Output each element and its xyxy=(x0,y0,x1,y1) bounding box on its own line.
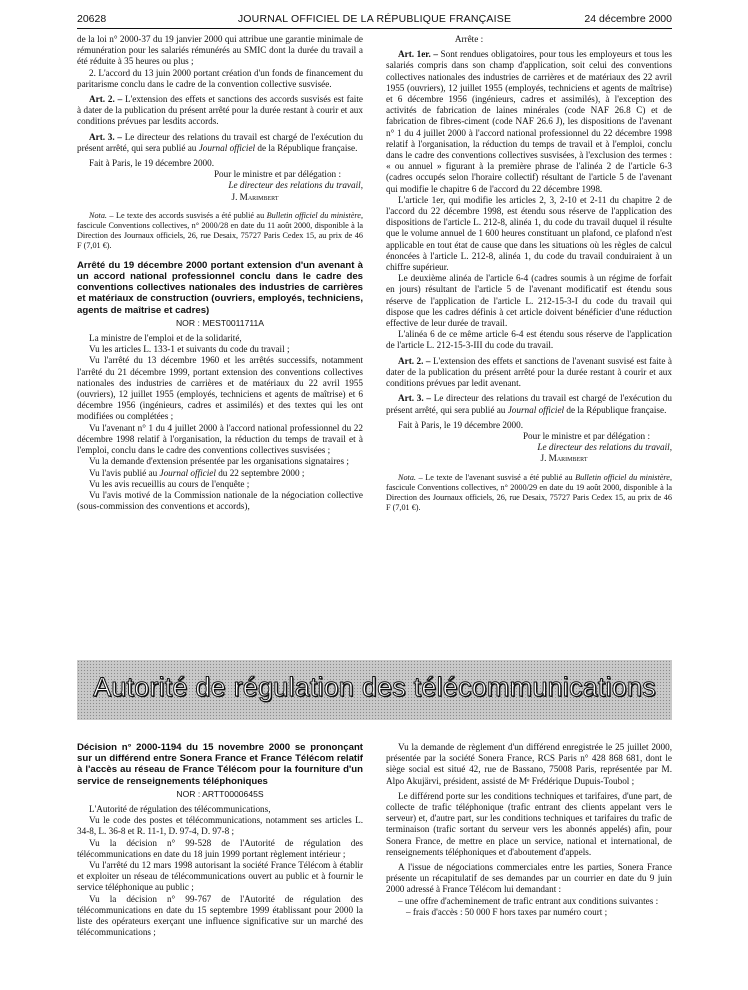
arrete-heading: Arrête : xyxy=(454,34,484,44)
signature-pour: Pour le ministre et par délégation : xyxy=(213,169,341,180)
signature-role: Le directeur des relations du travail, xyxy=(228,180,363,191)
paragraph: Vu les articles L. 133-1 et suivants du code du travail ; xyxy=(89,344,290,355)
paragraph: Vu l'avis publié au Journal officiel du 22 septembre 2000 ; xyxy=(89,467,305,478)
banner-title: Autorité de régulation des télécommunications xyxy=(93,672,656,702)
page-header xyxy=(77,10,672,29)
paragraph: Vu l'arrêté du 13 décembre 1960 et les arrêtés successifs, notamment l'arrêté du 21 décembre 1999, portant extension des conventions collectives nationales des industries de carrières et de matériaux du 22 avril 1955 (ouvriers), 12 juillet 1955 (employés, techniciens et agents de maîtrise) et 6 décembre 1956 (ingénieurs, cadres et assimilés) et des textes qui les ont modifiées ou complétées ; xyxy=(77,355,363,422)
nor-code: NOR : ARTT0000645S xyxy=(176,788,264,799)
article-2: Art. 2. – L'extension des effets et sanctions des accords susvisés est faite à dater de la publication du présent arrêté pour la durée restant à courir et aux conditions prévues par lesdits accords. xyxy=(77,94,363,127)
arrete-title: Arrêté du 19 décembre 2000 portant extension d'un avenant à un accord national professionnel conclu dans le cadre des conventions collectives nationales des industries de carrières et matériaux de construction (ouvriers, employés, techniciens, agents de maîtrise et cadres) xyxy=(77,259,363,316)
paragraph: Le différend porte sur les conditions techniques et tarifaires, d'une part, de collecte de trafic téléphonique (trafic entrant des clients appelant vers le serveur) et, d'autre part, sur les conditions techniques et tarifaires du trafic de terminaison (trafic sortant du serveur vers les abonnés appelés) afin, pour Sonera France, de mettre en place un service, national et international, de renseignements téléphoniques et d'aboutement d'appels. xyxy=(386,790,672,857)
paragraph: Vu la décision n° 99-767 de l'Autorité de régulation des télécommunications en date du 15 septembre 1999 établissant pour 2000 la liste des opérateurs exerçant une influence significative sur un marché des télécommunications ; xyxy=(77,893,363,938)
paragraph: Vu l'arrêté du 12 mars 1998 autorisant la société France Télécom à établir et exploiter un réseau de télécommunications ouvert au public et à fournir le service téléphonique au public ; xyxy=(77,860,363,893)
paragraph: Vu la demande d'extension présentée par les organisations signataires ; xyxy=(89,456,349,467)
article-label: Art. 3. – xyxy=(398,393,431,404)
paragraph: La ministre de l'emploi et de la solidarité, xyxy=(89,333,242,344)
paragraph: Vu l'avis motivé de la Commission nationale de la négociation collective (sous-commission des conventions et accords), xyxy=(77,489,363,512)
paragraph: de la loi n° 2000-37 du 19 janvier 2000 qui attribue une garantie minimale de rémunération pour les salariés rémunérés au SMIC dont la durée du travail a été réduite à 35 heures ou plus ; xyxy=(77,34,363,67)
section-banner xyxy=(77,660,672,720)
fait-a-paris: Fait à Paris, le 19 décembre 2000. xyxy=(398,419,524,430)
page-number: 20628 xyxy=(77,13,107,25)
paragraph: Vu l'avenant n° 1 du 4 juillet 2000 à l'accord national professionnel du 22 décembre 1998 relatif à l'organisation, la réduction du temps de travail et à l'emploi, conclu dans le cadre des conventions collectives susvisées ; xyxy=(77,422,363,456)
left-column-bottom xyxy=(77,742,363,938)
list-item: – une offre d'acheminement de trafic entrant aux conditions suivantes : xyxy=(398,895,659,906)
article-3: Art. 3. – Le directeur des relations du travail est chargé de l'exécution du présent arrêté, qui sera publié au Journal officiel de la République française. xyxy=(386,393,672,415)
decision-title: Décision n° 2000-1194 du 15 novembre 2000 se prononçant sur un différend entre Sonera France et France Télécom relatif à l'accès au réseau de France Télécom pour la fourniture d'un service de renseignements téléphoniques xyxy=(77,742,363,787)
signature-pour: Pour le ministre et par délégation : xyxy=(522,430,650,441)
article-label: Art. 2. – xyxy=(89,94,123,105)
paragraph: Vu le code des postes et télécommunications, notamment ses articles L. 34-8, L. 36-8 et R. 11-1, D. 97-4, D. 97-8 ; xyxy=(77,815,363,837)
nor-code: NOR : MEST0011711A xyxy=(175,317,265,328)
paragraph: 2. L'accord du 13 juin 2000 portant création d'un fonds de financement du paritarisme conclu dans le cadre de la convention collective susvisée. xyxy=(77,67,363,89)
nota: Nota. – Le texte de l'avenant susvisé a été publié au Bulletin officiel du ministère, fascicule Conventions collectives, n° 2000/29 en date du 19 août 2000, disponible à la Direction des Journaux officiels, 26, rue Desaix, 75727 Paris Cedex 15, au prix de 46 F (7,01 €). xyxy=(386,472,672,512)
paragraph: L'article 1er, qui modifie les articles 2, 3, 2-10 et 2-11 du chapitre 2 de l'accord du 22 décembre 1998, est étendu sous réserve de l'application des dispositions de l'article L. 212-8, alinéa 1, du code du travail duquel il résulte que le volume annuel de 1 600 heures constituant un plafond, ce plafond n'est applicable en tout état de cause que dans les situations où les règles de calcul énoncées à l'article L. 212-8, alinéa 1, du code du travail conduiraient à un chiffre supérieur. xyxy=(386,194,672,273)
paragraph: L'Autorité de régulation des télécommunications, xyxy=(89,804,271,815)
article-2: Art. 2. – L'extension des effets et sanctions de l'avenant susvisé est faite à dater de la publication du présent arrêté pour la durée restant à courir et aux conditions prévues par ledit avenant. xyxy=(386,355,672,389)
journal-title: JOURNAL OFFICIEL DE LA RÉPUBLIQUE FRANÇAISE xyxy=(237,13,512,25)
right-column-top xyxy=(386,34,672,513)
signature-role: Le directeur des relations du travail, xyxy=(537,442,672,453)
paragraph: L'alinéa 6 de ce même article 6-4 est étendu sous réserve de l'application de l'article L. 212-15-3-III du code du travail. xyxy=(386,329,672,351)
issue-date: 24 décembre 2000 xyxy=(584,13,672,25)
paragraph: Vu la décision n° 99-528 de l'Autorité de régulation des télécommunications en date du 18 juin 1999 portant règlement intérieur ; xyxy=(77,837,363,859)
right-column-bottom xyxy=(386,742,672,918)
paragraph: Vu la demande de règlement d'un différend enregistrée le 25 juillet 2000, présentée par la société Sonera France, RCS Paris n° 428 868 681, dont le siège social est situé 42, rue de Bassano, 75008 Paris, représentée par M. Alpo Akujärvi, président, assisté de Mᵉ Frédérique Dupuis-Toubol ; xyxy=(386,742,672,786)
paragraph: A l'issue de négociations commerciales entre les parties, Sonera France présente un récapitulatif de ses demandes par un courrier en date du 9 juin 2000 adressé à France Télécom lui demandant : xyxy=(386,862,672,895)
paragraph: Vu les avis recueillis au cours de l'enquête ; xyxy=(89,478,250,489)
article-1: Art. 1er. – Sont rendues obligatoires, pour tous les employeurs et tous les salariés compris dans son champ d'application, soit celui des conventions collectives nationales des industries de carrières et de matériaux des 22 avril 1955 (ouvriers), 12 juillet 1955 (employés, techniciens et agents de maîtrise) et 6 décembre 1956 (ingénieurs, cadres et assimilés), à l'exception des activités de fabrication de laines minérales (code NAF 26.8 C) et de fabrication de fibres-ciment (code NAF 26.6 J), les dispositions de l'avenant n° 1 du 4 juillet 2000 à l'accord national professionnel du 22 décembre 1998 relatif à l'organisation, la réduction du temps de travail et à l'emploi, conclu dans le cadre des conventions collectives susvisées, à l'exclusion des termes : « ou annuel » figurant à la première phrase de l'alinéa 2 de l'article 6-3 (cadres occupés selon l'horaire collectif) résultant de l'article 5 de l'avenant qui modifie le chapitre 6 de l'accord du 22 décembre 1998. xyxy=(386,49,672,194)
signature-name: J. Marimbert xyxy=(231,191,279,202)
list-item: – frais d'accès : 50 000 F hors taxes par numéro court ; xyxy=(406,906,608,917)
article-label: Art. 1er. – xyxy=(398,49,438,60)
nota: Nota. – Le texte des accords susvisés a été publié au Bulletin officiel du ministère, fascicule Conventions collectives, n° 2000/28 en date du 11 août 2000, disponible à la Direction des Journaux officiels, 26, rue Desaix, 75727 Paris Cedex 15, au prix de 46 F (7,01 €). xyxy=(77,210,363,250)
article-label: Art. 2. – xyxy=(398,355,431,366)
article-3: Art. 3. – Le directeur des relations du travail est chargé de l'exécution du présent arrêté, qui sera publié au Journal officiel de la République française. xyxy=(77,131,363,153)
article-label: Art. 3. – xyxy=(89,131,122,142)
paragraph: Le deuxième alinéa de l'article 6-4 (cadres soumis à un régime de forfait en jours) résultant de l'article 5 de l'avenant modificatif est étendu sous réserve de l'application de l'article L. 212-15-3-I du code du travail qui dispose que les cadres définis à cet article doivent bénéficier d'une réduction effective de leur durée de travail. xyxy=(386,273,672,329)
left-column-top xyxy=(77,34,363,512)
fait-a-paris: Fait à Paris, le 19 décembre 2000. xyxy=(89,158,215,169)
demand-list xyxy=(386,896,672,918)
signature-name: J. Marimbert xyxy=(540,453,588,464)
